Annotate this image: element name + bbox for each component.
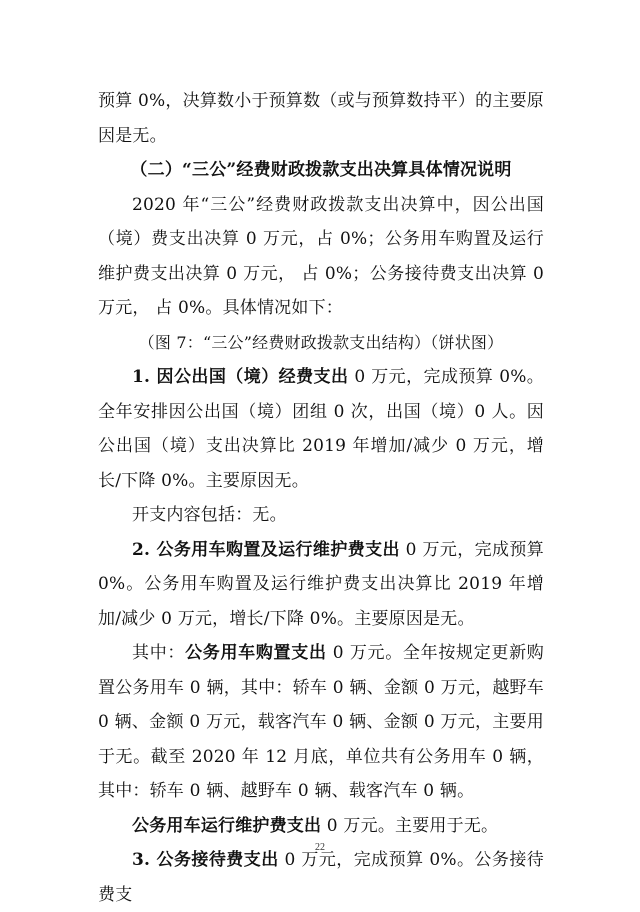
reception-title: 3. 公务接待费支出 [132,850,279,870]
vehicle-title: 2. 公务用车购置及运行维护费支出 [132,539,400,560]
paragraph-reception [98,843,544,912]
vehicle-purchase-prefix: 其中： [132,643,186,663]
paragraph-budget-reason: 预算 0%，决算数小于预算数（或与预算数持平）的主要原因是无。 [98,91,544,146]
vehicle-purchase-text: 0 万元。全年按规定更新购置公务用车 0 辆，其中：轿车 0 辆、金额 0 万元，越野车 0 辆、金额 0 万元，载客汽车 0 辆、金额 0 万元，主要用于无。截至 2020 年 12 月底，单位共有公务用车 0 辆，其中：轿车 0 辆、越野车 0 辆、载客汽车 0 辆。 [98,643,544,801]
page-number: 22 [315,842,325,853]
paragraph-overseas [98,360,544,498]
vehicle-purchase-title: 公务用车购置支出 [185,643,327,663]
overseas-title: 1. 因公出国（境）经费支出 [132,367,349,387]
vehicle-maintenance-text: 0 万元。主要用于无。 [321,815,499,836]
figure-caption: （图 7：“三公”经费财政拨款支出结构）（饼状图） [138,332,504,352]
overseas-text: 0 万元，完成预算 0%。全年安排因公出国（境）团组 0 次，出国（境）0 人。因公出国（境）支出决算比 2019 年增加/减少 0 万元，增长/下降 0%。主要原因无。 [98,367,545,491]
vehicle-text: 0 万元，完成预算 0%。公务用车购置及运行维护费支出决算比 2019 年增加/减少 0 万元，增长/下降 0%。主要原因是无。 [98,539,544,629]
paragraph-vehicle [98,533,544,637]
vehicle-maintenance-title: 公务用车运行维护费支出 [132,815,322,836]
page-body [98,84,544,912]
paragraph-vehicle-maintenance [98,809,544,844]
paragraph-vehicle-purchase [98,636,544,809]
reception-text: 0 万元，完成预算 0%。公务接待费支 [98,850,544,905]
paragraph-overseas-content: 开支内容包括：无。 [132,505,287,525]
section-heading: （二）“三公”经费财政拨款支出决算具体情况说明 [130,160,512,180]
paragraph-summary: 2020 年“三公”经费财政拨款支出决算中，因公出国（境）费支出决算 0 万元，占 0%；公务用车购置及运行维护费支出决算 0 万元， 占 0%；公务接待费支出决算 0 万元， 占 0%。具体情况如下： [98,194,544,318]
